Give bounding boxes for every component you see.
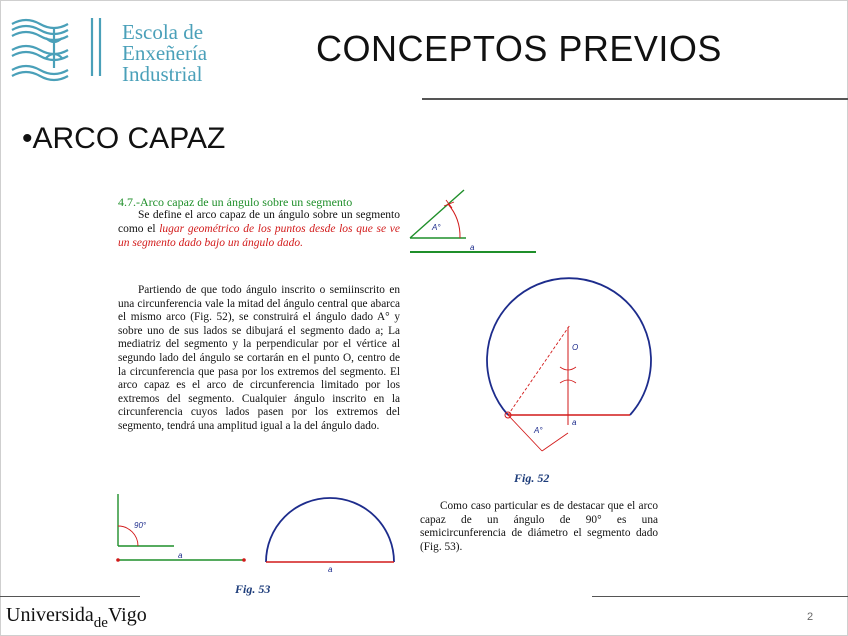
construction-text: Partiendo de que todo ángulo inscrito o semiinscrito en una circunferencia vale la mitad del ángulo central que abarca el mismo arco (Fig. 52), se construirá el ángulo dado A° y sobre uno de sus lados se dibujará el segmento dado a; La mediatriz del segmento y la perpendicular por el vértice al segundo lado del ángulo se cortarán en el punto O, centro de la circunferencia que pasa por los extremos del segmento. El arco capaz es el arco de circunferencia limitado por los extremos del segmento. Cualquier ángulo inscrito en la circunferencia cuyos lados pasen por los extremos del segmento, tendrá una amplitud igual a la del ángulo dado. xyxy=(118,284,400,432)
university-name-sub: de xyxy=(93,615,108,631)
fig52-diagram xyxy=(460,255,660,467)
slide-title: CONCEPTOS PREVIOS xyxy=(316,28,722,69)
fig52-caption: Fig. 52 xyxy=(514,471,550,485)
angle-side-red-2 xyxy=(542,433,568,451)
semicircle-navy xyxy=(266,498,394,562)
school-name-line3: Industrial xyxy=(122,62,203,86)
university-name-post: Vigo xyxy=(107,604,147,626)
special-case-text: Como caso particular es de destacar que el arco capaz de un ángulo de 90° es una semicircunferencia de diámetro el segmento dado (Fig. 53). xyxy=(420,500,658,553)
definition-paragraph xyxy=(118,208,400,250)
special-case-paragraph xyxy=(420,500,658,554)
given-segment-label: a xyxy=(470,243,475,252)
right-angle-label: 90° xyxy=(134,521,147,530)
fig53-segment-start xyxy=(116,558,120,562)
angle-arc-red xyxy=(448,204,460,238)
title-divider xyxy=(422,98,848,100)
fig53-segment-end xyxy=(242,558,246,562)
definition-text: Se define el arco capaz de un ángulo sobre un segmento como el xyxy=(118,209,400,235)
given-angle-label: A° xyxy=(432,223,441,232)
inner-angle-label: A° xyxy=(534,426,543,435)
university-name-pre: Universida xyxy=(6,604,94,626)
school-name-line2: Enxeñería xyxy=(122,41,208,65)
school-name-line1: Escola de xyxy=(122,20,204,44)
perpendicular-red xyxy=(508,325,570,415)
footer-divider-left xyxy=(0,596,140,597)
definition-highlight: lugar geométrico de los puntos desde los que se ve un segmento dado bajo un ángulo dado. xyxy=(118,223,400,249)
school-name xyxy=(122,22,207,85)
university-name xyxy=(6,604,147,631)
diameter-label: a xyxy=(328,565,333,574)
segment-point-label: a xyxy=(572,418,577,427)
fig53-semicircle-figure xyxy=(258,494,402,576)
page-number: 2 xyxy=(807,611,814,623)
school-logo xyxy=(6,10,236,85)
center-label: O xyxy=(572,343,579,352)
fig53-segment-label: a xyxy=(178,551,183,560)
footer-divider-right xyxy=(592,596,848,597)
arc-capaz-navy xyxy=(487,278,651,415)
section-title: 4.7.-Arco capaz de un ángulo sobre un segmento xyxy=(118,195,353,209)
fig53-angle-figure xyxy=(112,488,252,568)
school-logo-icon xyxy=(6,10,116,85)
bullet-heading: •ARCO CAPAZ xyxy=(22,122,226,155)
fig53-caption: Fig. 53 xyxy=(235,582,271,596)
given-angle-figure xyxy=(404,186,544,258)
construction-paragraph xyxy=(118,284,400,434)
